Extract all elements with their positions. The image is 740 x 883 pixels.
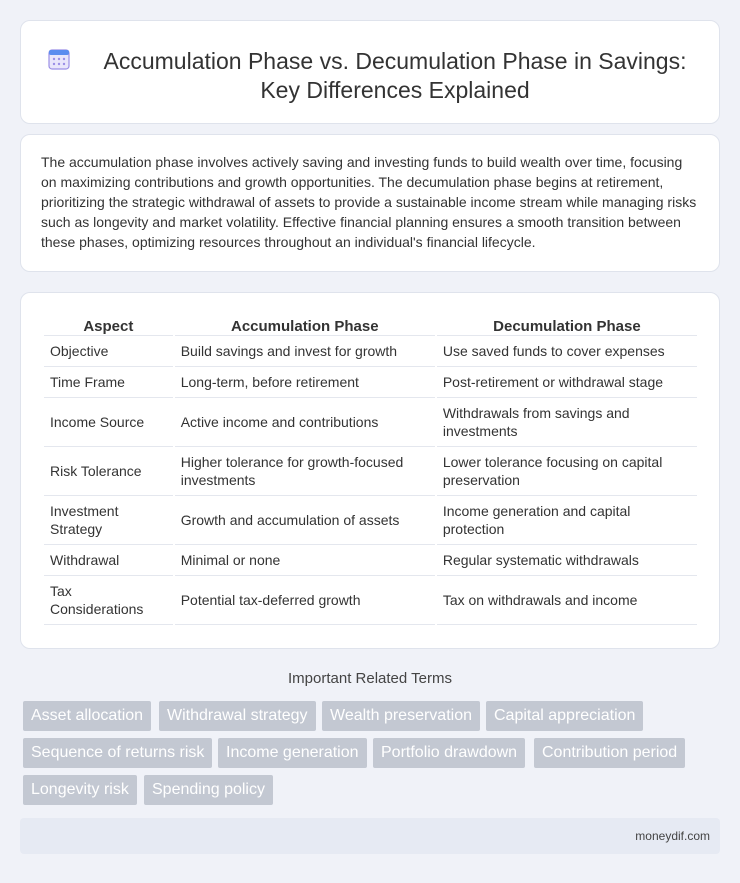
tag-asset-allocation[interactable]: Asset allocation	[23, 701, 151, 731]
summary-card	[20, 134, 720, 272]
tag-income-generation[interactable]: Income generation	[218, 738, 367, 768]
table-cell-aspect: Withdrawal	[44, 545, 173, 576]
table-header-cell: Aspect	[44, 315, 173, 336]
table-row	[44, 545, 697, 576]
table-cell-aspect: Time Frame	[44, 367, 173, 398]
table-cell-decumulation: Regular systematic withdrawals	[437, 545, 697, 576]
tag-withdrawal-strategy[interactable]: Withdrawal strategy	[159, 701, 316, 731]
tag-capital-appreciation[interactable]: Capital appreciation	[486, 701, 643, 731]
table-header-cell: Decumulation Phase	[437, 315, 697, 336]
table-cell-decumulation: Tax on withdrawals and income	[437, 576, 697, 625]
table-cell-decumulation: Income generation and capital protection	[437, 496, 697, 545]
calendar-icon	[47, 47, 71, 71]
table-cell-aspect: Objective	[44, 336, 173, 367]
table-cell-decumulation: Use saved funds to cover expenses	[437, 336, 697, 367]
table-cell-aspect: Tax Considerations	[44, 576, 173, 625]
comparison-table	[42, 315, 699, 625]
table-cell-accumulation: Build savings and invest for growth	[175, 336, 435, 367]
tag-wealth-preservation[interactable]: Wealth preservation	[322, 701, 480, 731]
table-row	[44, 447, 697, 496]
footer	[20, 818, 720, 854]
table-cell-decumulation: Lower tolerance focusing on capital preservation	[437, 447, 697, 496]
table-cell-decumulation: Withdrawals from savings and investments	[437, 398, 697, 447]
table-cell-accumulation: Minimal or none	[175, 545, 435, 576]
tag-portfolio-drawdown[interactable]: Portfolio drawdown	[373, 738, 525, 768]
table-header-cell: Accumulation Phase	[175, 315, 435, 336]
table-cell-accumulation: Growth and accumulation of assets	[175, 496, 435, 545]
tag-longevity-risk[interactable]: Longevity risk	[23, 775, 137, 805]
table-header-row	[44, 315, 697, 336]
table-cell-aspect: Income Source	[44, 398, 173, 447]
page-title: Accumulation Phase vs. Decumulation Phase in Savings: Key Differences Explained	[103, 48, 687, 103]
related-terms-heading: Important Related Terms	[288, 670, 452, 687]
comparison-table-card	[20, 292, 720, 649]
table-row	[44, 496, 697, 545]
tag-contribution-period[interactable]: Contribution period	[534, 738, 685, 768]
summary-text: The accumulation phase involves actively saving and investing funds to build wealth over time, focusing on maximizing contributions and growth opportunities. The decumulation phase begins at retirement, prioritizing the strategic withdrawal of assets to provide a sustainable income stream while managing risks such as longevity and market volatility. Effective financial planning ensures a smooth transition between these phases, optimizing resources throughout an individual's financial lifecycle.	[41, 154, 697, 250]
tag-spending-policy[interactable]: Spending policy	[144, 775, 273, 805]
table-cell-aspect: Risk Tolerance	[44, 447, 173, 496]
table-row	[44, 336, 697, 367]
table-cell-decumulation: Post-retirement or withdrawal stage	[437, 367, 697, 398]
footer-site-name[interactable]: moneydif.com	[635, 829, 710, 843]
table-row	[44, 367, 697, 398]
table-row	[44, 398, 697, 447]
tag-sequence-of-returns-risk[interactable]: Sequence of returns risk	[23, 738, 212, 768]
table-cell-aspect: Investment Strategy	[44, 496, 173, 545]
table-cell-accumulation: Active income and contributions	[175, 398, 435, 447]
title-card	[20, 20, 720, 124]
table-cell-accumulation: Higher tolerance for growth-focused investments	[175, 447, 435, 496]
table-cell-accumulation: Long-term, before retirement	[175, 367, 435, 398]
table-row	[44, 576, 697, 625]
table-cell-accumulation: Potential tax-deferred growth	[175, 576, 435, 625]
